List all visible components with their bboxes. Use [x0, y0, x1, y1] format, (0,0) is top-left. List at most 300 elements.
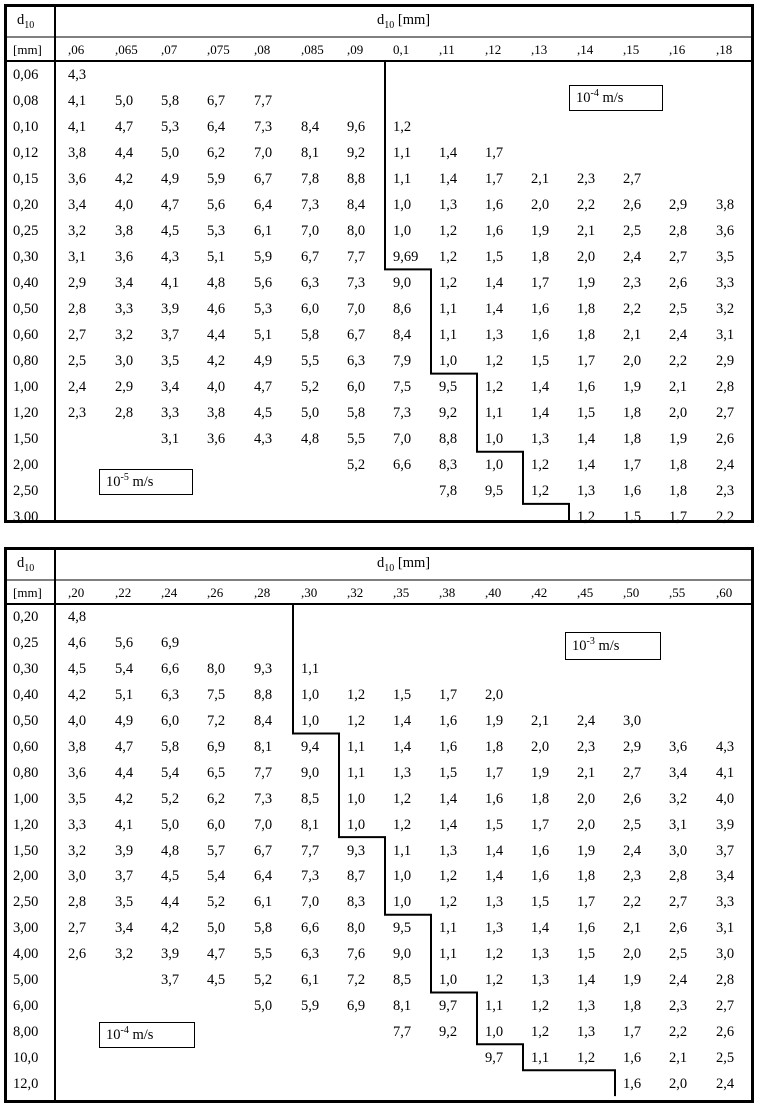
- value-cell: 3,8: [207, 405, 226, 422]
- value-cell: 3,2: [68, 842, 87, 859]
- value-cell: 3,4: [669, 764, 688, 781]
- column-header: ,26: [207, 585, 224, 600]
- value-cell: 2,0: [531, 738, 550, 755]
- value-cell: 9,69: [393, 248, 419, 265]
- value-cell: 5,0: [115, 92, 134, 109]
- row-label: 0,25: [13, 222, 39, 239]
- value-cell: 1,0: [347, 816, 366, 833]
- value-cell: 1,4: [485, 842, 504, 859]
- value-cell: 7,3: [301, 196, 320, 213]
- value-cell: 2,8: [669, 868, 688, 885]
- row-label: 8,00: [13, 1023, 39, 1040]
- value-cell: 3,7: [115, 868, 134, 885]
- value-cell: 7,3: [254, 118, 273, 135]
- value-cell: 6,3: [301, 946, 320, 963]
- value-cell: 2,4: [623, 248, 642, 265]
- value-cell: 3,6: [68, 764, 87, 781]
- permeability-table-2: [4, 547, 754, 1103]
- value-cell: 2,8: [716, 972, 735, 989]
- column-header: ,45: [577, 585, 594, 600]
- value-cell: 8,4: [347, 196, 366, 213]
- value-cell: 6,7: [254, 170, 273, 187]
- value-cell: 5,5: [254, 946, 273, 963]
- value-cell: 1,3: [393, 764, 412, 781]
- permeability-table-1: [4, 4, 754, 526]
- value-cell: 2,1: [669, 379, 688, 396]
- value-cell: 6,7: [301, 248, 320, 265]
- value-cell: 1,6: [485, 790, 504, 807]
- value-cell: 7,7: [301, 842, 320, 859]
- value-cell: 7,5: [393, 379, 412, 396]
- value-cell: 3,1: [68, 248, 87, 265]
- row-label: 2,50: [13, 894, 39, 911]
- value-cell: 3,4: [115, 920, 134, 937]
- column-header: ,28: [254, 585, 271, 600]
- value-cell: 1,7: [485, 764, 504, 781]
- value-cell: 1,0: [393, 196, 412, 213]
- value-cell: 3,4: [716, 868, 735, 885]
- value-cell: 2,5: [68, 353, 87, 370]
- value-cell: 5,8: [301, 327, 320, 344]
- value-cell: 1,6: [577, 920, 596, 937]
- corner-d: d: [17, 555, 25, 571]
- value-cell: 8,1: [254, 738, 273, 755]
- value-cell: 8,1: [301, 816, 320, 833]
- value-cell: 8,8: [254, 687, 273, 704]
- value-cell: 6,2: [207, 790, 226, 807]
- value-cell: 1,1: [393, 842, 412, 859]
- value-cell: 2,3: [577, 170, 596, 187]
- value-cell: 7,3: [347, 274, 366, 291]
- value-cell: 1,4: [577, 972, 596, 989]
- unit-exponent: -3: [586, 635, 595, 647]
- unit-exponent: -4: [590, 87, 599, 99]
- value-cell: 4,9: [161, 170, 180, 187]
- value-cell: 5,2: [347, 457, 366, 474]
- value-cell: 3,3: [68, 816, 87, 833]
- value-cell: 1,6: [577, 379, 596, 396]
- value-cell: 1,4: [485, 868, 504, 885]
- upper-unit-box: [565, 632, 661, 660]
- value-cell: 4,0: [68, 713, 87, 730]
- value-cell: 9,0: [393, 946, 412, 963]
- value-cell: 2,8: [68, 894, 87, 911]
- column-header: ,50: [623, 585, 640, 600]
- value-cell: 2,7: [669, 248, 688, 265]
- value-cell: 9,3: [254, 661, 273, 678]
- value-cell: 2,7: [623, 170, 642, 187]
- value-cell: 3,8: [68, 144, 87, 161]
- value-cell: 2,1: [623, 920, 642, 937]
- value-cell: 1,2: [393, 816, 412, 833]
- value-cell: 3,0: [623, 713, 642, 730]
- value-cell: 3,8: [716, 196, 735, 213]
- value-cell: 5,5: [301, 353, 320, 370]
- value-cell: 1,1: [439, 920, 458, 937]
- value-cell: 8,0: [347, 920, 366, 937]
- value-cell: 1,1: [439, 327, 458, 344]
- lower-unit-box: [99, 469, 193, 495]
- value-cell: 1,9: [669, 431, 688, 448]
- value-cell: 3,6: [68, 170, 87, 187]
- value-cell: 1,4: [393, 713, 412, 730]
- column-header: ,15: [623, 42, 640, 57]
- row-label: 4,00: [13, 946, 39, 963]
- value-cell: 2,5: [623, 222, 642, 239]
- unit-text: m/s: [128, 473, 154, 490]
- value-cell: 2,8: [669, 222, 688, 239]
- value-cell: 5,8: [254, 920, 273, 937]
- value-cell: 1,0: [301, 713, 320, 730]
- value-cell: 2,0: [485, 687, 504, 704]
- value-cell: 4,1: [68, 118, 87, 135]
- title-d: d: [377, 12, 385, 28]
- value-cell: 1,6: [485, 222, 504, 239]
- value-cell: 2,7: [623, 764, 642, 781]
- value-cell: 5,4: [207, 868, 226, 885]
- value-cell: 4,4: [207, 327, 226, 344]
- value-cell: 1,2: [393, 118, 412, 135]
- value-cell: 1,8: [577, 327, 596, 344]
- value-cell: 1,9: [577, 842, 596, 859]
- table-title: [377, 555, 430, 572]
- value-cell: 1,4: [531, 405, 550, 422]
- value-cell: 6,7: [347, 327, 366, 344]
- value-cell: 6,9: [347, 997, 366, 1014]
- value-cell: 2,8: [115, 405, 134, 422]
- value-cell: 3,6: [669, 738, 688, 755]
- value-cell: 6,0: [161, 713, 180, 730]
- value-cell: 6,5: [207, 764, 226, 781]
- value-cell: 3,3: [161, 405, 180, 422]
- value-cell: 5,4: [161, 764, 180, 781]
- title-d: d: [377, 555, 385, 571]
- value-cell: 3,8: [68, 738, 87, 755]
- value-cell: 1,3: [577, 483, 596, 500]
- value-cell: 6,9: [207, 738, 226, 755]
- value-cell: 1,9: [623, 379, 642, 396]
- value-cell: 1,2: [439, 248, 458, 265]
- corner-subscript: 10: [24, 20, 35, 31]
- value-cell: 8,5: [301, 790, 320, 807]
- column-header: ,30: [301, 585, 318, 600]
- corner-symbol: [17, 555, 34, 572]
- value-cell: 2,7: [716, 405, 735, 422]
- row-label: 0,50: [13, 300, 39, 317]
- value-cell: 1,1: [439, 300, 458, 317]
- column-header: ,09: [347, 42, 364, 57]
- value-cell: 4,1: [115, 816, 134, 833]
- value-cell: 5,5: [347, 431, 366, 448]
- value-cell: 2,5: [669, 300, 688, 317]
- row-label: 3,00: [13, 920, 39, 937]
- value-cell: 1,6: [623, 1075, 642, 1092]
- value-cell: 1,5: [531, 894, 550, 911]
- row-label: 0,40: [13, 274, 39, 291]
- value-cell: 1,7: [577, 353, 596, 370]
- value-cell: 5,2: [161, 790, 180, 807]
- value-cell: 6,4: [207, 118, 226, 135]
- value-cell: 3,1: [716, 920, 735, 937]
- value-cell: 3,8: [115, 222, 134, 239]
- value-cell: 6,1: [301, 972, 320, 989]
- value-cell: 1,1: [531, 1049, 550, 1066]
- value-cell: 5,2: [301, 379, 320, 396]
- column-header: ,11: [439, 42, 455, 57]
- value-cell: 2,6: [669, 274, 688, 291]
- value-cell: 1,2: [393, 790, 412, 807]
- value-cell: 6,1: [254, 222, 273, 239]
- unit-text: m/s: [594, 637, 620, 654]
- value-cell: 7,3: [301, 868, 320, 885]
- value-cell: 2,4: [623, 842, 642, 859]
- value-cell: 2,5: [716, 1049, 735, 1066]
- value-cell: 5,6: [207, 196, 226, 213]
- value-cell: 3,2: [68, 222, 87, 239]
- value-cell: 2,3: [577, 738, 596, 755]
- value-cell: 1,3: [531, 946, 550, 963]
- value-cell: 1,3: [577, 1023, 596, 1040]
- value-cell: 9,0: [301, 764, 320, 781]
- value-cell: 2,0: [623, 946, 642, 963]
- value-cell: 1,5: [623, 509, 642, 526]
- value-cell: 1,4: [439, 816, 458, 833]
- value-cell: 5,2: [207, 894, 226, 911]
- value-cell: 4,8: [161, 842, 180, 859]
- value-cell: 9,5: [439, 379, 458, 396]
- value-cell: 7,0: [254, 816, 273, 833]
- value-cell: 8,7: [347, 868, 366, 885]
- value-cell: 1,3: [485, 894, 504, 911]
- value-cell: 6,7: [207, 92, 226, 109]
- value-cell: 1,0: [393, 894, 412, 911]
- value-cell: 6,6: [301, 920, 320, 937]
- value-cell: 5,0: [301, 405, 320, 422]
- value-cell: 3,9: [161, 946, 180, 963]
- value-cell: 1,9: [577, 274, 596, 291]
- value-cell: 6,2: [207, 144, 226, 161]
- column-header: ,16: [669, 42, 686, 57]
- value-cell: 3,3: [716, 894, 735, 911]
- value-cell: 4,4: [115, 764, 134, 781]
- corner-subscript: 10: [24, 563, 35, 574]
- value-cell: 5,1: [207, 248, 226, 265]
- value-cell: 1,2: [531, 457, 550, 474]
- value-cell: 9,7: [439, 997, 458, 1014]
- value-cell: 4,9: [254, 353, 273, 370]
- value-cell: 1,1: [301, 661, 320, 678]
- value-cell: 1,8: [577, 868, 596, 885]
- value-cell: 7,0: [301, 222, 320, 239]
- value-cell: 2,2: [669, 353, 688, 370]
- value-cell: 1,7: [623, 1023, 642, 1040]
- value-cell: 4,5: [207, 972, 226, 989]
- value-cell: 7,3: [393, 405, 412, 422]
- value-cell: 3,5: [161, 353, 180, 370]
- value-cell: 2,0: [577, 816, 596, 833]
- value-cell: 1,2: [531, 997, 550, 1014]
- value-cell: 1,7: [623, 457, 642, 474]
- value-cell: 1,6: [439, 713, 458, 730]
- value-cell: 1,8: [669, 483, 688, 500]
- row-label: 12,0: [13, 1075, 39, 1092]
- value-cell: 1,5: [531, 353, 550, 370]
- value-cell: 2,3: [669, 997, 688, 1014]
- value-cell: 1,0: [439, 972, 458, 989]
- value-cell: 2,1: [531, 170, 550, 187]
- value-cell: 3,7: [161, 327, 180, 344]
- value-cell: 1,3: [531, 431, 550, 448]
- value-cell: 4,4: [115, 144, 134, 161]
- value-cell: 2,0: [669, 405, 688, 422]
- column-header: ,14: [577, 42, 594, 57]
- value-cell: 4,2: [115, 790, 134, 807]
- value-cell: 3,2: [115, 327, 134, 344]
- unit-label: [mm]: [13, 585, 42, 600]
- value-cell: 1,2: [485, 972, 504, 989]
- value-cell: 5,8: [161, 92, 180, 109]
- value-cell: 8,4: [301, 118, 320, 135]
- value-cell: 2,0: [577, 790, 596, 807]
- value-cell: 2,6: [669, 920, 688, 937]
- value-cell: 1,0: [347, 790, 366, 807]
- value-cell: 1,2: [485, 946, 504, 963]
- value-cell: 8,4: [393, 327, 412, 344]
- value-cell: 8,0: [347, 222, 366, 239]
- value-cell: 8,1: [301, 144, 320, 161]
- value-cell: 2,1: [577, 222, 596, 239]
- value-cell: 5,7: [207, 842, 226, 859]
- value-cell: 1,8: [531, 248, 550, 265]
- unit-text: m/s: [128, 1026, 154, 1043]
- value-cell: 1,0: [393, 222, 412, 239]
- value-cell: 1,8: [669, 457, 688, 474]
- value-cell: 6,4: [254, 868, 273, 885]
- value-cell: 2,3: [623, 274, 642, 291]
- value-cell: 1,8: [623, 431, 642, 448]
- value-cell: 4,7: [207, 946, 226, 963]
- column-header: ,13: [531, 42, 548, 57]
- value-cell: 1,2: [439, 868, 458, 885]
- value-cell: 5,2: [254, 972, 273, 989]
- column-header: ,075: [207, 42, 230, 57]
- value-cell: 1,8: [623, 405, 642, 422]
- value-cell: 6,0: [301, 300, 320, 317]
- value-cell: 2,1: [531, 713, 550, 730]
- row-label: 6,00: [13, 997, 39, 1014]
- value-cell: 2,0: [577, 248, 596, 265]
- column-header: ,065: [115, 42, 138, 57]
- value-cell: 4,5: [161, 868, 180, 885]
- column-header: ,24: [161, 585, 178, 600]
- value-cell: 1,4: [485, 300, 504, 317]
- value-cell: 5,0: [161, 144, 180, 161]
- value-cell: 8,5: [393, 972, 412, 989]
- value-cell: 3,1: [716, 327, 735, 344]
- column-header: ,08: [254, 42, 271, 57]
- value-cell: 4,3: [161, 248, 180, 265]
- value-cell: 4,1: [68, 92, 87, 109]
- value-cell: 7,5: [207, 687, 226, 704]
- value-cell: 7,7: [254, 92, 273, 109]
- unit-base: 10: [106, 1026, 121, 1043]
- value-cell: 1,3: [531, 972, 550, 989]
- value-cell: 3,2: [669, 790, 688, 807]
- value-cell: 7,0: [301, 894, 320, 911]
- value-cell: 1,2: [485, 353, 504, 370]
- value-cell: 1,4: [393, 738, 412, 755]
- value-cell: 2,6: [623, 196, 642, 213]
- value-cell: 1,4: [577, 431, 596, 448]
- value-cell: 3,1: [161, 431, 180, 448]
- value-cell: 3,5: [68, 790, 87, 807]
- value-cell: 8,8: [439, 431, 458, 448]
- value-cell: 4,2: [115, 170, 134, 187]
- column-header: ,18: [716, 42, 733, 57]
- value-cell: 6,0: [207, 816, 226, 833]
- value-cell: 4,2: [68, 687, 87, 704]
- row-label: 1,50: [13, 431, 39, 448]
- value-cell: 1,1: [485, 997, 504, 1014]
- value-cell: 1,3: [485, 920, 504, 937]
- value-cell: 2,9: [623, 738, 642, 755]
- value-cell: 3,6: [207, 431, 226, 448]
- value-cell: 1,6: [439, 738, 458, 755]
- row-label: 1,20: [13, 405, 39, 422]
- value-cell: 5,9: [301, 997, 320, 1014]
- value-cell: 2,0: [669, 1075, 688, 1092]
- value-cell: 1,3: [485, 327, 504, 344]
- row-label: 1,50: [13, 842, 39, 859]
- value-cell: 4,0: [716, 790, 735, 807]
- value-cell: 1,1: [393, 170, 412, 187]
- value-cell: 9,5: [393, 920, 412, 937]
- value-cell: 1,4: [531, 920, 550, 937]
- unit-base: 10: [576, 89, 591, 106]
- value-cell: 1,2: [439, 222, 458, 239]
- value-cell: 6,3: [161, 687, 180, 704]
- column-header: ,38: [439, 585, 456, 600]
- value-cell: 1,4: [439, 170, 458, 187]
- value-cell: 6,3: [301, 274, 320, 291]
- row-label: 0,15: [13, 170, 39, 187]
- value-cell: 9,2: [439, 1023, 458, 1040]
- value-cell: 1,5: [485, 816, 504, 833]
- value-cell: 1,1: [393, 144, 412, 161]
- value-cell: 4,8: [301, 431, 320, 448]
- value-cell: 2,3: [623, 868, 642, 885]
- value-cell: 1,3: [439, 842, 458, 859]
- value-cell: 4,3: [254, 431, 273, 448]
- value-cell: 9,3: [347, 842, 366, 859]
- value-cell: 3,9: [716, 816, 735, 833]
- value-cell: 9,2: [347, 144, 366, 161]
- row-label: 0,60: [13, 738, 39, 755]
- value-cell: 3,5: [716, 248, 735, 265]
- value-cell: 1,4: [485, 274, 504, 291]
- row-label: 0,08: [13, 92, 39, 109]
- value-cell: 3,9: [161, 300, 180, 317]
- value-cell: 1,3: [439, 196, 458, 213]
- value-cell: 2,2: [716, 509, 735, 526]
- row-label: 0,20: [13, 609, 39, 626]
- value-cell: 9,2: [439, 405, 458, 422]
- value-cell: 1,2: [531, 1023, 550, 1040]
- column-header: ,085: [301, 42, 324, 57]
- value-cell: 4,7: [115, 118, 134, 135]
- value-cell: 1,7: [531, 274, 550, 291]
- value-cell: 1,6: [531, 842, 550, 859]
